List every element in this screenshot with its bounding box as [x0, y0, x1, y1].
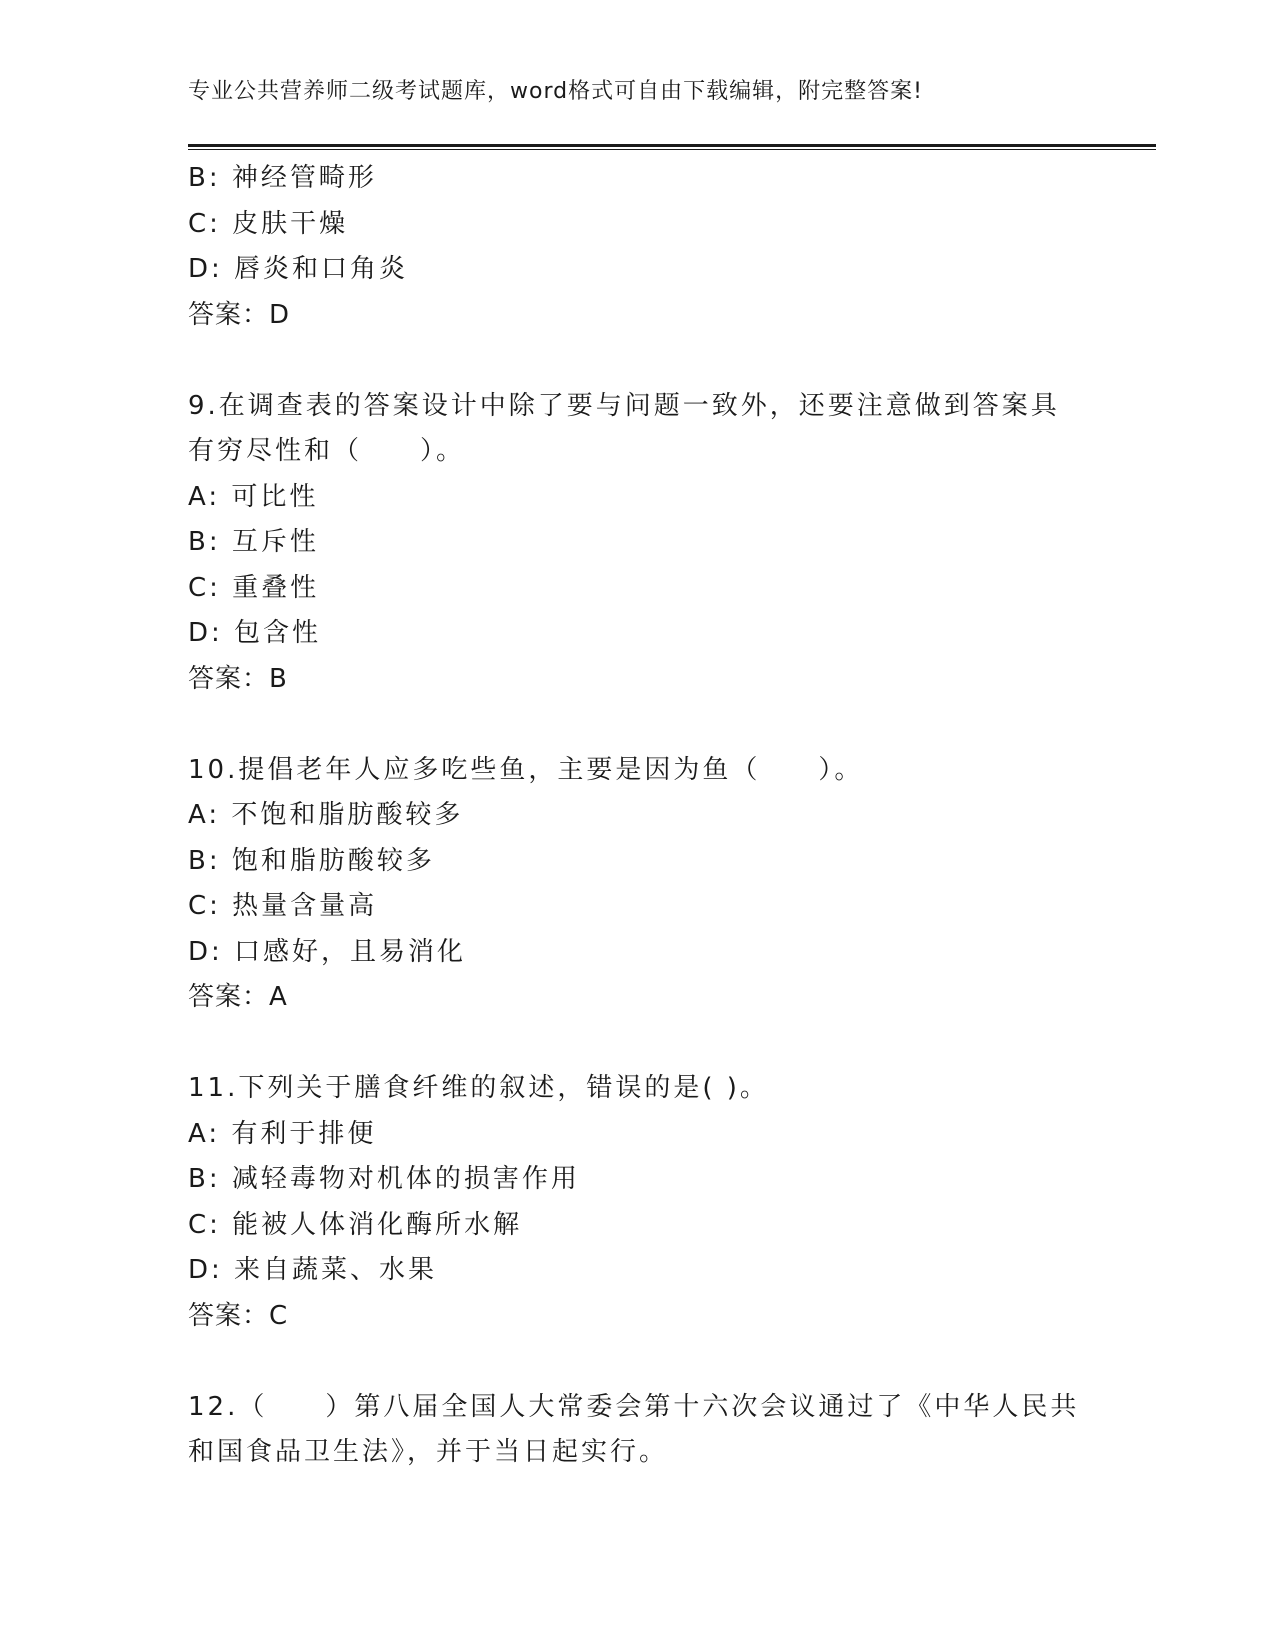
question-9 [188, 384, 1128, 703]
option-d: D: 口感好，且易消化 [188, 936, 467, 967]
header-rule-thick [188, 144, 1156, 147]
option-c: C: 热量含量高 [188, 891, 378, 921]
spacer [188, 702, 1128, 748]
question-stem: 9.在调查表的答案设计中除了要与问题一致外，还要注意做到答案具 [188, 390, 1060, 421]
option-c: C: 皮肤干燥 [188, 208, 349, 239]
option-b: B: 神经管畸形 [188, 163, 377, 193]
header-rule-thin [188, 149, 1156, 150]
answer-line: 答案：C [188, 1300, 289, 1331]
question-11 [188, 1066, 1128, 1339]
option-a: A: 可比性 [188, 481, 319, 512]
option-c: C: 重叠性 [188, 572, 320, 603]
question-stem: 和国食品卫生法》，并于当日起实行。 [188, 1437, 669, 1467]
page-header: 专业公共营养师二级考试题库，word格式可自由下载编辑，附完整答案! [188, 79, 923, 104]
option-c: C: 能被人体消化酶所水解 [188, 1209, 523, 1240]
option-a: A: 有利于排便 [188, 1118, 377, 1149]
option-d: D: 唇炎和口角炎 [188, 254, 409, 284]
answer-line: 答案：A [188, 982, 288, 1012]
question-stem: 11.下列关于膳食纤维的叙述，错误的是( )。 [188, 1073, 769, 1103]
question-8-continued [188, 156, 1128, 338]
answer-line: 答案：B [188, 663, 288, 694]
spacer [188, 1021, 1128, 1067]
question-12 [188, 1385, 1128, 1476]
question-10 [188, 748, 1128, 1021]
option-a: A: 不饱和脂肪酸较多 [188, 800, 464, 830]
option-d: D: 来自蔬菜、水果 [188, 1255, 438, 1285]
question-stem: 12.（ ）第八届全国人大常委会第十六次会议通过了《中华人民共 [188, 1391, 1080, 1422]
question-stem: 有穷尽性和（ ）。 [188, 436, 466, 466]
spacer [188, 338, 1128, 384]
question-stem: 10.提倡老年人应多吃些鱼，主要是因为鱼（ ）。 [188, 754, 864, 785]
spacer [188, 1339, 1128, 1385]
option-d: D: 包含性 [188, 618, 322, 648]
option-b: B: 减轻毒物对机体的损害作用 [188, 1164, 580, 1194]
question-list [188, 156, 1128, 1476]
option-b: B: 饱和脂肪酸较多 [188, 845, 435, 876]
answer-line: 答案：D [188, 299, 291, 330]
option-b: B: 互斥性 [188, 527, 319, 557]
